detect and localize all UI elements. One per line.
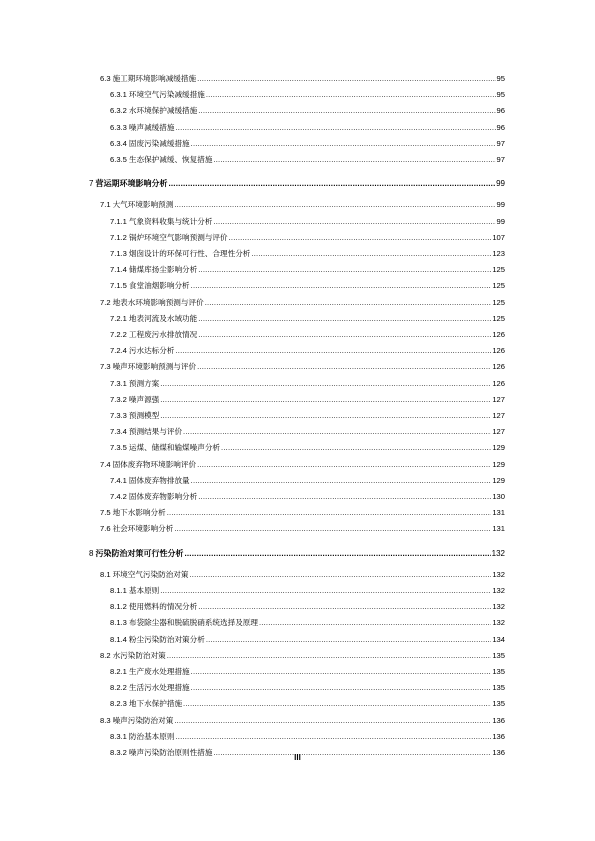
toc-leader-dots [191,666,492,678]
toc-leader-dots [221,442,491,454]
toc-entry-title: 工程废污水排放情况 [128,330,198,339]
toc-entry-number: 8.1.4 [110,634,127,644]
toc-leader-dots [198,329,491,341]
toc-entry-number: 8.3.2 [110,748,127,757]
toc-entry-page: 126 [492,330,505,339]
toc-entry-page: 135 [492,667,505,676]
toc-entry-number: 6.3.4 [110,138,127,148]
toc-entry-page: 126 [492,378,505,388]
toc-entry-page: 132 [491,548,505,558]
page-number: III [294,753,301,762]
toc-entry-page: 126 [492,362,505,372]
toc-entry[interactable] [100,73,505,85]
toc-entry-number: 8 [89,548,94,558]
toc-leader-dots [175,122,495,134]
toc-entry[interactable] [100,361,505,373]
toc-entry-title: 布袋除尘器和脱硫脱硝系统选择及原理 [128,618,258,628]
toc-entry-page: 129 [492,459,505,469]
toc-entry-title: 地下水影响分析 [112,508,166,518]
toc-entry-page: 125 [492,313,505,323]
toc-entry-page: 97 [496,138,505,148]
toc-entry[interactable] [110,617,505,629]
toc-entry[interactable] [100,569,505,581]
toc-entry[interactable] [110,442,505,454]
toc-entry-title: 噪声污染防治对策 [112,715,174,725]
toc-entry-title: 水环境保护减缓措施 [128,106,198,116]
toc-entry-number: 8.3.1 [110,731,127,741]
toc-entry-number: 7.1.1 [110,216,127,226]
toc-entry-number: 8.1.2 [110,602,127,612]
toc-entry-page: 130 [492,492,505,501]
toc-entry-title: 环境空气污染防治对策 [112,569,189,579]
toc-leader-dots [174,199,495,211]
toc-entry-page: 135 [492,699,505,709]
toc-entry-number: 7.2 [100,297,111,307]
toc-entry[interactable] [110,682,505,694]
toc-entry-title: 使用燃料的情况分析 [128,602,198,612]
toc-entry-title: 锅炉环境空气影响预测与评价 [128,232,228,242]
toc-entry-number: 7.3.3 [110,411,127,420]
toc-leader-dots [175,345,491,357]
toc-leader-dots [198,313,491,325]
toc-leader-dots [190,569,492,581]
toc-entry[interactable] [89,177,505,189]
toc-entry-page: 129 [492,443,505,453]
toc-entry-title: 生产废水处理措施 [128,667,190,676]
toc-entry-page: 125 [492,281,505,291]
toc-leader-dots [160,585,491,597]
toc-entry-number: 7.1 [100,200,111,210]
toc-entry[interactable] [110,138,505,150]
toc-entry-title: 水污染防治对策 [112,650,166,660]
toc-entry[interactable] [110,313,505,325]
toc-leader-dots [198,601,491,613]
toc-entry-title: 粉尘污染防治对策分析 [128,634,205,644]
toc-leader-dots [206,89,496,101]
toc-entry[interactable] [110,105,505,117]
toc-leader-dots [160,378,491,390]
toc-entry-page: 107 [492,232,505,242]
toc-leader-dots [197,361,491,373]
toc-entry-title: 生活污水处理措施 [128,683,190,693]
toc-entry-page: 136 [492,748,505,757]
toc-entry-number: 8.2.3 [110,699,127,709]
toc-entry-title: 烟囱设计的环保可行性、合理性分析 [128,249,251,258]
toc-entry-title: 预测结果与评价 [128,427,183,437]
toc-entry-page: 132 [492,569,505,579]
toc-entry[interactable] [110,731,505,743]
toc-entry-page: 129 [492,475,505,485]
toc-entry-number: 7.1.5 [110,281,127,291]
toc-leader-dots [184,548,490,560]
toc-entry-title: 社会环境影响分析 [112,524,174,534]
toc-entry-number: 7.4.2 [110,492,127,501]
toc-leader-dots [183,698,491,710]
toc-entry-title: 施工期环境影响减缓措施 [112,74,197,83]
toc-entry-title: 气象资料收集与统计分析 [128,216,213,226]
toc-leader-dots [160,394,491,406]
toc-entry-page: 131 [492,508,505,518]
toc-entry[interactable] [110,394,505,406]
toc-entry-title: 营运期环境影响分析 [95,178,168,189]
toc-entry-page: 99 [496,216,505,226]
toc-entry-title: 预测模型 [128,411,160,420]
toc-entry-page: 126 [492,346,505,356]
toc-entry[interactable] [100,297,505,309]
toc-leader-dots [251,248,491,260]
toc-entry-page: 97 [496,155,505,164]
toc-entry-title: 基本原则 [128,586,160,595]
toc-leader-dots [191,475,492,487]
toc-entry-page: 99 [496,179,505,189]
toc-entry-number: 6.3.2 [110,106,127,116]
toc-entry-title: 噪声源强 [128,394,160,404]
toc-entry-title: 噪声减缓措施 [128,122,175,132]
toc-entry[interactable] [110,280,505,292]
toc-leader-dots [174,715,491,727]
toc-leader-dots [167,650,492,662]
toc-entry-number: 6.3.1 [110,90,127,100]
toc-entry-number: 6.3.3 [110,122,127,132]
toc-entry-number: 7.3.2 [110,394,127,404]
toc-entry[interactable] [110,378,505,390]
toc-entry-page: 95 [496,74,505,83]
toc-entry-page: 134 [492,634,505,644]
toc-entry[interactable] [110,698,505,710]
toc-leader-dots [213,154,495,166]
toc-entry-number: 7.3.5 [110,443,127,453]
toc-entry-number: 8.1.1 [110,586,127,595]
toc-entry[interactable] [89,547,505,559]
toc-entry-page: 123 [492,249,505,258]
toc-entry-number: 7.1.4 [110,265,127,275]
toc-entry[interactable] [100,523,505,535]
toc-entry-page: 125 [492,265,505,275]
toc-entry-title: 污染防治对策可行性分析 [95,547,184,558]
toc-leader-dots [197,459,491,471]
toc-entry-number: 7.5 [100,508,111,518]
toc-entry-number: 7.1.2 [110,232,127,242]
toc-entry-page: 135 [492,650,505,660]
toc-entry-number: 8.3 [100,715,111,725]
toc-entry-number: 8.1 [100,569,111,579]
toc-entry-number: 8.1.3 [110,618,127,628]
toc-entry[interactable] [110,475,505,487]
toc-leader-dots [198,491,491,503]
toc-entry-title: 噪声污染防治原则性措施 [128,748,213,757]
toc-entry[interactable] [110,89,505,101]
toc-entry[interactable] [110,248,505,260]
toc-leader-dots [167,507,492,519]
toc-leader-dots [174,523,491,535]
toc-entry[interactable] [100,459,505,471]
toc-entry-page: 127 [492,427,505,437]
toc-leader-dots [191,138,496,150]
toc-entry-number: 7.4 [100,459,111,469]
toc-entry-number: 7.4.1 [110,475,127,485]
toc-entry-title: 储煤库扬尘影响分析 [128,265,198,275]
toc-leader-dots [198,105,495,117]
toc-entry-title: 运煤、储煤和输煤噪声分析 [128,443,221,453]
toc-leader-dots [191,682,492,694]
toc-entry-number: 7 [89,179,94,189]
toc-entry[interactable] [110,634,505,646]
toc-entry-page: 132 [492,586,505,595]
toc-entry-page: 132 [492,602,505,612]
toc-entry-page: 136 [492,731,505,741]
toc-entry-title: 生态保护减缓、恢复措施 [128,155,213,164]
toc-entry-number: 7.2.2 [110,330,127,339]
toc-leader-dots [197,73,495,85]
toc-entry[interactable] [110,154,505,166]
toc-entry[interactable] [110,232,505,244]
toc-leader-dots [183,426,491,438]
toc-entry-number: 6.3 [100,74,111,83]
toc-entry-number: 7.3 [100,362,111,372]
toc-entry[interactable] [110,329,505,341]
toc-leader-dots [198,264,491,276]
toc-entry[interactable] [110,491,505,503]
toc-entry[interactable] [110,122,505,134]
toc-entry-title: 预测方案 [128,378,160,388]
toc-entry-number: 6.3.5 [110,155,127,164]
toc-leader-dots [259,617,491,629]
toc-entry-title: 污水达标分析 [128,346,175,356]
toc-entry-number: 8.2.2 [110,683,127,693]
toc-entry-page: 96 [496,106,505,116]
toc-leader-dots [191,280,492,292]
toc-entry-page: 127 [492,394,505,404]
toc-entry-page: 99 [496,200,505,210]
toc-entry[interactable] [110,345,505,357]
toc-entry[interactable] [110,666,505,678]
toc-entry[interactable] [110,585,505,597]
toc-leader-dots [205,297,492,309]
toc-entry-page: 132 [492,618,505,628]
toc-entry[interactable] [100,507,505,519]
toc-entry-number: 7.1.3 [110,249,127,258]
toc-leader-dots [175,731,491,743]
toc-entry-title: 环境空气污染减缓措施 [128,90,205,100]
toc-leader-dots [206,634,492,646]
toc-entry-title: 地表河流及水域功能 [128,313,198,323]
toc-entry-title: 固体废弃物环境影响评价 [112,459,197,469]
toc-entry[interactable] [110,264,505,276]
toc-entry[interactable] [110,216,505,228]
toc-entry-title: 固体废弃物影响分析 [128,492,198,501]
toc-entry-title: 噪声环境影响预测与评价 [112,362,197,372]
toc-entry[interactable] [100,650,505,662]
toc-entry-number: 7.3.1 [110,378,127,388]
toc-entry-page: 95 [496,90,505,100]
toc-entry-title: 地下水保护措施 [128,699,183,709]
toc-entry-number: 7.6 [100,524,111,534]
toc-entry[interactable] [100,715,505,727]
toc-entry-title: 防治基本原则 [128,731,175,741]
toc-entry-title: 地表水环境影响预测与评价 [112,297,204,307]
toc-entry-title: 固体废弃物排放量 [128,475,190,485]
toc-entry[interactable] [110,601,505,613]
toc-leader-dots [160,410,491,422]
toc-entry-page: 136 [492,715,505,725]
toc-entry-page: 135 [492,683,505,693]
toc-entry-number: 8.2 [100,650,111,660]
toc-entry[interactable] [100,199,505,211]
toc-entry-number: 7.3.4 [110,427,127,437]
toc-entry-page: 127 [492,411,505,420]
toc-entry-title: 固废污染减缓措施 [128,138,190,148]
toc-entry-page: 131 [492,524,505,534]
toc-leader-dots [168,178,495,190]
toc-entry-page: 125 [492,297,505,307]
toc-leader-dots [213,216,495,228]
toc-entry[interactable] [110,410,505,422]
toc-entry[interactable] [110,426,505,438]
toc-entry-number: 7.2.1 [110,313,127,323]
toc-entry-number: 7.2.4 [110,346,127,356]
toc-leader-dots [229,232,492,244]
toc-entry-page: 96 [496,122,505,132]
toc-entry-title: 食堂油烟影响分析 [128,281,190,291]
toc-entry-title: 大气环境影响预测 [112,200,174,210]
toc-entry-number: 8.2.1 [110,667,127,676]
